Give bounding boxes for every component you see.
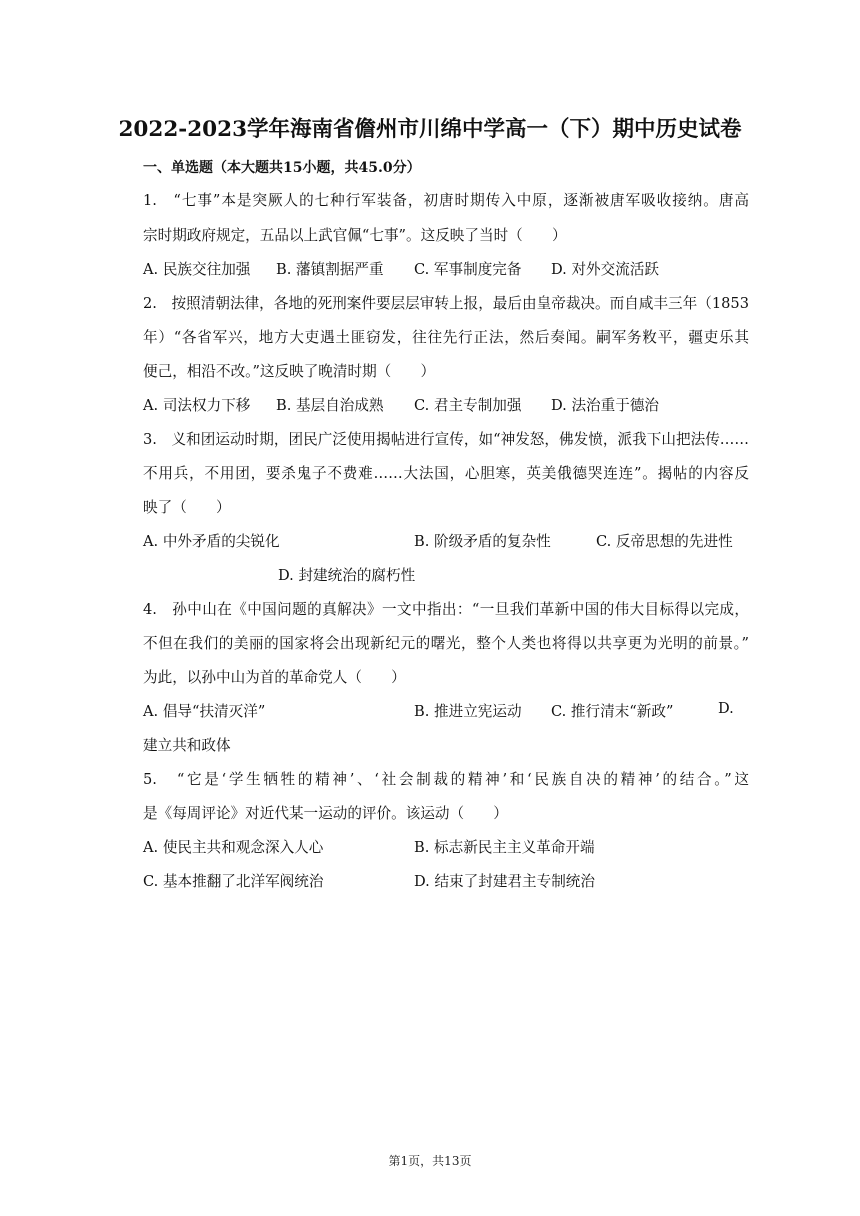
question-1-line-1: 1. “七事”本是突厥人的七种行军装备，初唐时期传入中原，逐渐被唐军吸收接纳。唐高 — [143, 192, 749, 209]
question-2-option-c: C. 君主专制加强 — [414, 397, 522, 414]
question-5-option-c: C. 基本推翻了北洋军阀统治 — [143, 873, 324, 890]
question-4-option-d-letter: D. — [718, 700, 734, 717]
question-1-option-b: B. 藩镇割据严重 — [276, 261, 384, 278]
question-5-line-1: 5. “它是‘学生牺牲的精神’、‘社会制裁的精神’和‘民族自决的精神’的结合。”这 — [143, 771, 749, 788]
question-4-line-3: 为此，以孙中山为首的革命党人（ ） — [143, 669, 406, 686]
question-1-option-a: A. 民族交往加强 — [143, 261, 251, 278]
question-5-line-2: 是《每周评论》对近代某一运动的评价。该运动（ ） — [143, 805, 508, 822]
question-2-option-b: B. 基层自治成熟 — [276, 397, 384, 414]
question-3-option-a: A. 中外矛盾的尖锐化 — [143, 533, 280, 550]
question-4-option-a: A. 倡导“扶清灭洋” — [143, 703, 266, 720]
question-4-option-c: C. 推行清末“新政” — [551, 703, 674, 720]
question-1-option-c: C. 军事制度完备 — [414, 261, 522, 278]
question-2-line-1: 2. 按照清朝法律，各地的死刑案件要层层审转上报，最后由皇帝裁决。而自咸丰三年（1853 — [143, 295, 749, 312]
question-1-line-2: 宗时期政府规定，五品以上武官佩“七事”。这反映了当时（ ） — [143, 227, 567, 244]
question-3-option-b: B. 阶级矛盾的复杂性 — [414, 533, 551, 550]
question-2-option-a: A. 司法权力下移 — [143, 397, 251, 414]
question-4-line-2: 不但在我们的美丽的国家将会出现新纪元的曙光，整个人类也将得以共享更为光明的前景。” — [143, 635, 749, 652]
question-2-line-3: 便己，相沿不改。”这反映了晚清时期（ ） — [143, 363, 436, 380]
question-3-line-2: 不用兵，不用团，要杀鬼子不费难……大法国，心胆寒，英美俄德哭连连”。揭帖的内容反 — [143, 465, 749, 482]
question-2-line-2: 年）“各省军兴，地方大吏遇土匪窃发，往往先行正法，然后奏闻。嗣军务敉平，疆吏乐其 — [143, 329, 749, 346]
question-3-option-c: C. 反帝思想的先进性 — [596, 533, 733, 550]
question-5-option-b: B. 标志新民主主义革命开端 — [414, 839, 595, 856]
question-4-line-1: 4. 孙中山在《中国问题的真解决》一文中指出：“一旦我们革新中国的伟大目标得以完成， — [143, 601, 749, 618]
question-3-line-3: 映了（ ） — [143, 499, 231, 516]
question-5-option-a: A. 使民主共和观念深入人心 — [143, 839, 324, 856]
section-heading: 一、单选题（本大题共15小题，共45.0分） — [143, 160, 421, 176]
exam-title: 2022-2023学年海南省儋州市川绵中学高一（下）期中历史试卷 — [118, 117, 742, 142]
question-2-option-d: D. 法治重于德治 — [551, 397, 660, 414]
question-3-option-d: D. 封建统治的腐朽性 — [278, 567, 416, 584]
question-5-option-d: D. 结束了封建君主专制统治 — [414, 873, 595, 890]
question-3-line-1: 3. 义和团运动时期，团民广泛使用揭帖进行宣传，如“神发怒，佛发愤，派我下山把法传…… — [143, 431, 749, 448]
question-4-option-b: B. 推进立宪运动 — [414, 703, 522, 720]
page-footer: 第1页，共13页 — [388, 1154, 472, 1168]
question-4-option-d-text: 建立共和政体 — [143, 737, 231, 754]
question-1-option-d: D. 对外交流活跃 — [551, 261, 660, 278]
